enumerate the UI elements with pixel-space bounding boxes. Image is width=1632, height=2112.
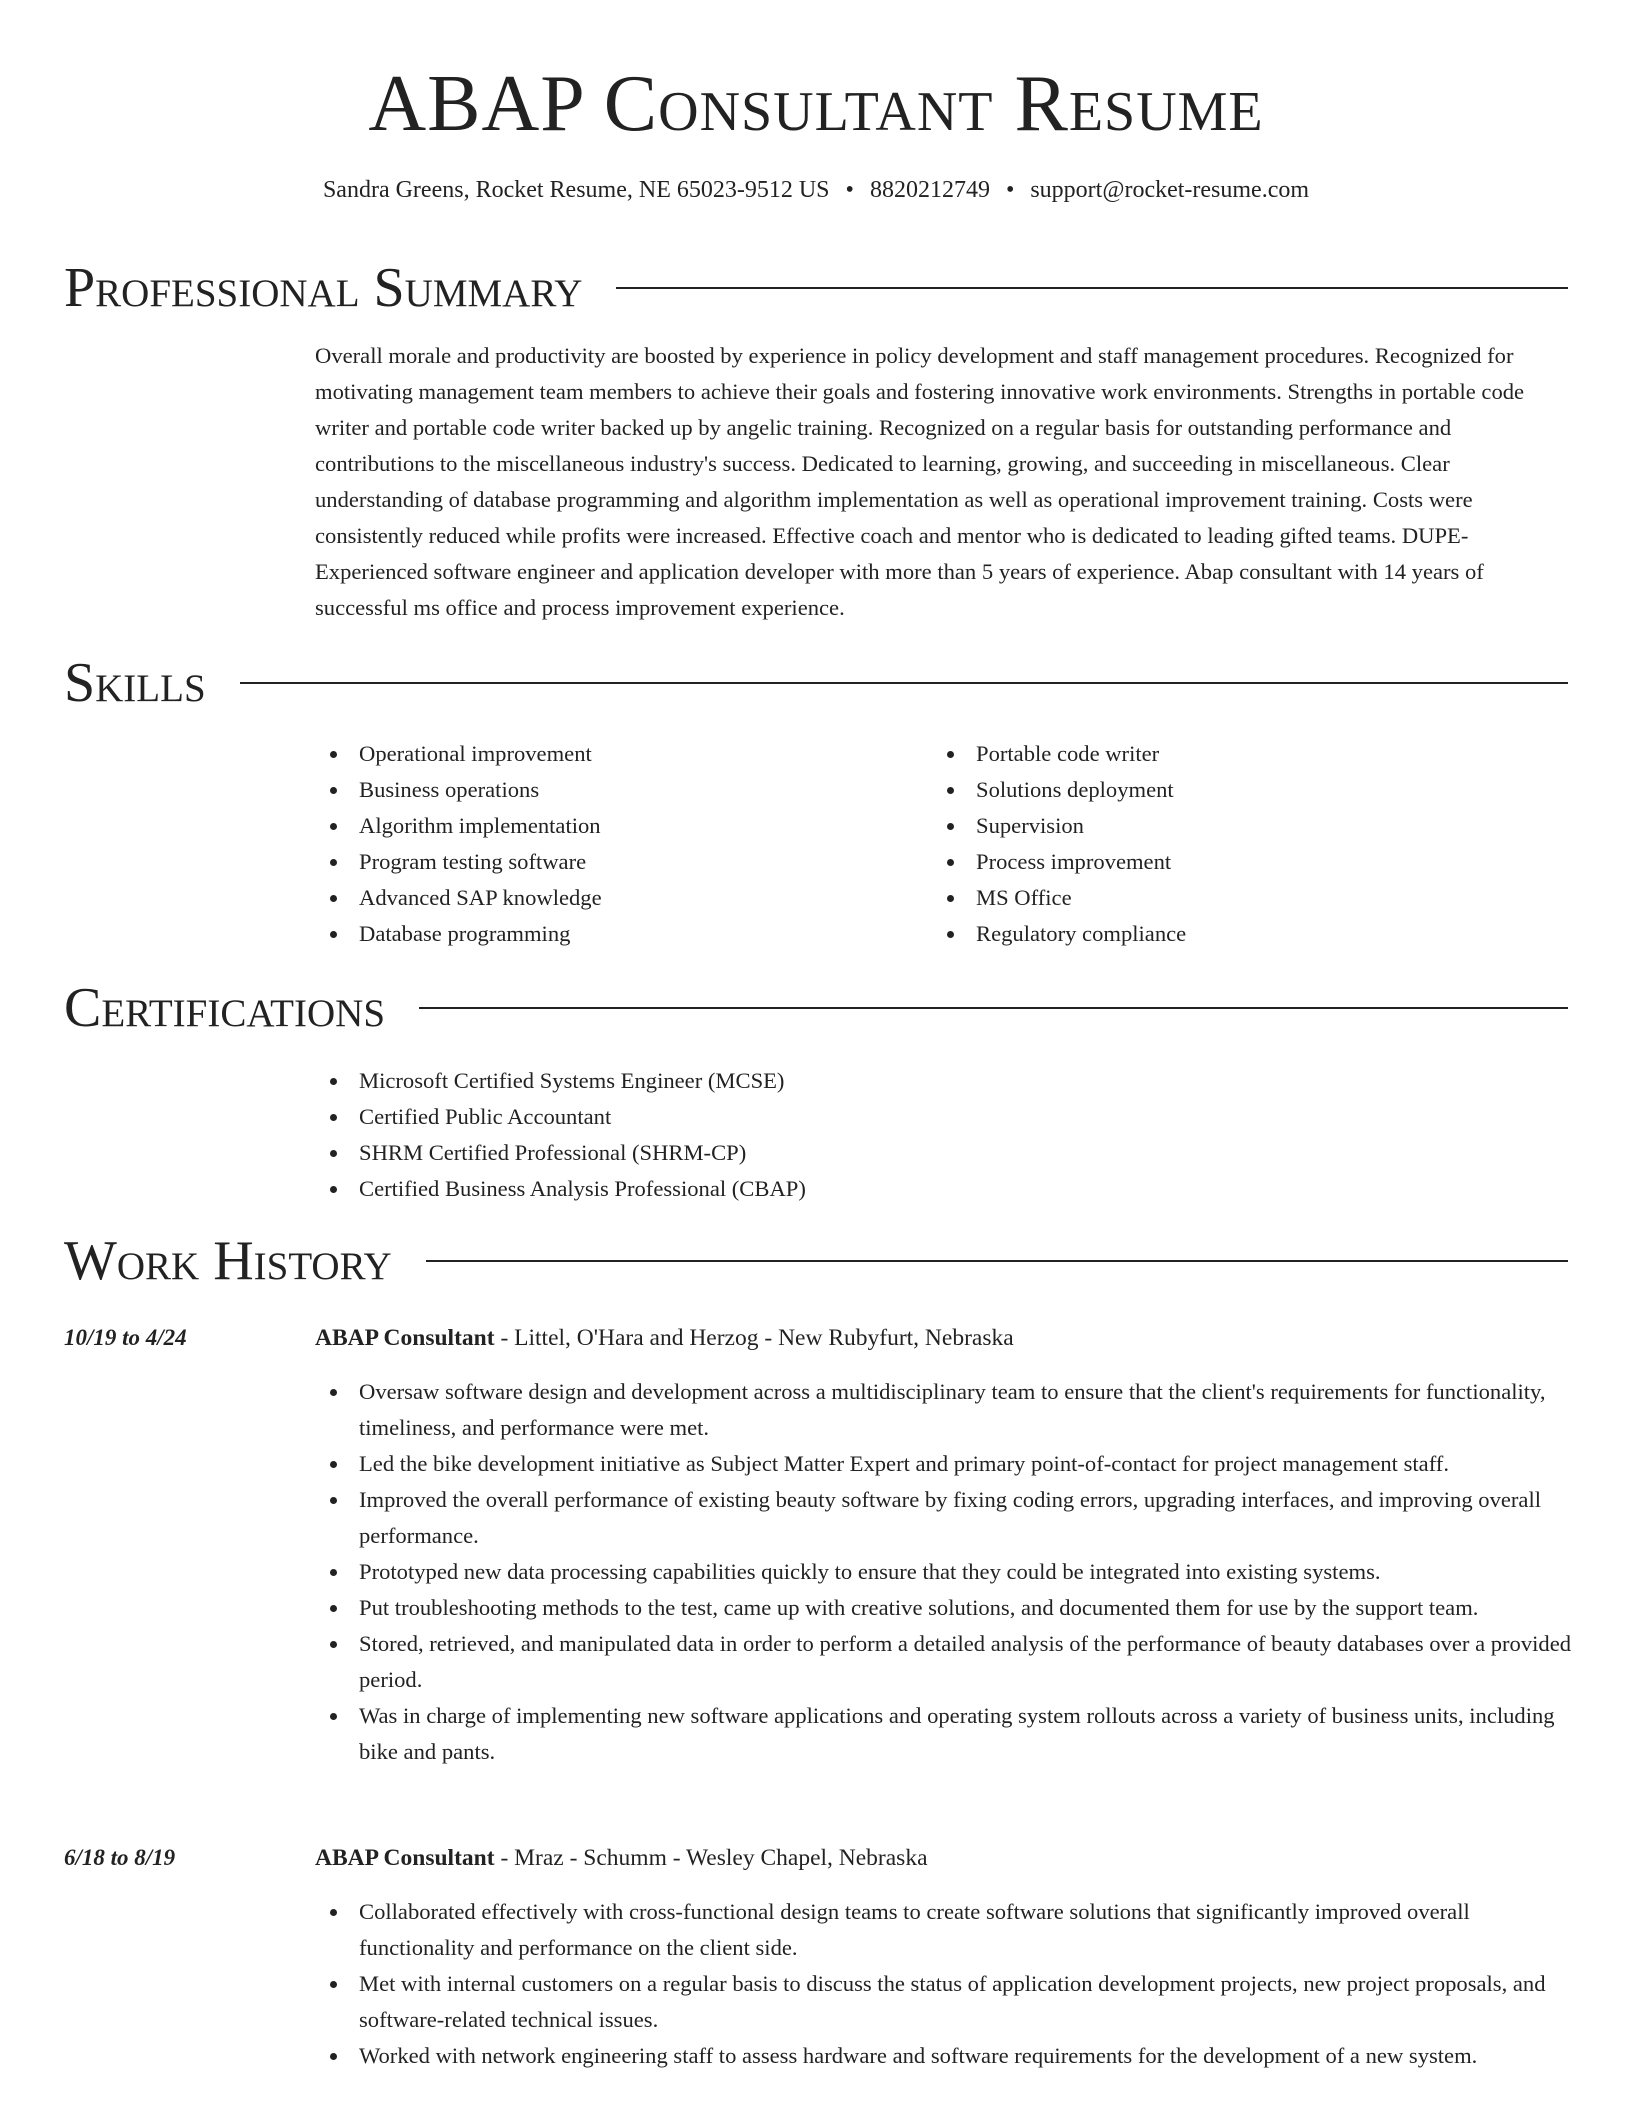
certification-item: SHRM Certified Professional (SHRM-CP)	[315, 1135, 1315, 1171]
section-divider	[240, 682, 1568, 684]
contact-separator: •	[1005, 177, 1015, 203]
job-bullet-list	[315, 1374, 1575, 1770]
job-role: ABAP Consultant	[315, 1845, 495, 1871]
skills-list	[315, 736, 915, 952]
section-skills	[64, 651, 1568, 715]
contact-separator: •	[845, 177, 854, 203]
certifications-list	[315, 1063, 1315, 1207]
job-dates: 6/18 to 8/19	[64, 1845, 176, 1870]
section-title: Skills	[64, 652, 206, 714]
summary-text: Overall morale and productivity are boosted by experience in policy development and staff management procedures. Recognized for motivating management team members to achieve their goals and fostering innovative work environments. Strengths in portable code writer and portable code writer backed up by angelic training. Recognized on a regular basis for outstanding performance and contributions to the miscellaneous industry's success. Dedicated to learning, growing, and succeeding in miscellaneous. Clear understanding of database programming and algorithm implementation as well as operational improvement training. Costs were consistently reduced while profits were increased. Effective coach and mentor who is dedicated to leading gifted teams. DUPE- Experienced software engineer and application developer with more than 5 years of experience. Abap consultant with 14 years of successful ms office and process improvement experience.	[315, 343, 1525, 620]
job-bullet: Oversaw software design and development across a multidisciplinary team to ensure that the client's requirements for functionality, timeliness, and performance were met.	[315, 1374, 1575, 1446]
certification-item: Microsoft Certified Systems Engineer (MCSE)	[315, 1063, 1315, 1099]
section-divider	[616, 287, 1568, 289]
skill-item: Algorithm implementation	[315, 808, 915, 844]
job-bullet: Stored, retrieved, and manipulated data in order to perform a detailed analysis of the performance of beauty databases over a provided period.	[315, 1626, 1575, 1698]
job-bullet: Collaborated effectively with cross-functional design teams to create software solutions that significantly improved overall functionality and performance on the client side.	[315, 1894, 1575, 1966]
skill-item: Process improvement	[932, 844, 1532, 880]
job-bullet: Prototyped new data processing capabilities quickly to ensure that they could be integrated into existing systems.	[315, 1554, 1575, 1590]
skill-item: Regulatory compliance	[932, 916, 1532, 952]
job-heading	[315, 1840, 928, 1876]
job-role: ABAP Consultant	[315, 1325, 495, 1351]
skill-item: Supervision	[932, 808, 1532, 844]
section-title: Certifications	[64, 977, 386, 1039]
section-professional-summary	[64, 256, 1568, 320]
job-duties	[315, 1894, 1575, 2074]
job-bullet: Met with internal customers on a regular basis to discuss the status of application development projects, new project proposals, and software-related technical issues.	[315, 1966, 1575, 2038]
skill-item: Solutions deployment	[932, 772, 1532, 808]
skill-item: Portable code writer	[932, 736, 1532, 772]
job-bullet: Worked with network engineering staff to assess hardware and software requirements for the development of a new system.	[315, 2038, 1575, 2074]
job-employer-location: - Mraz - Schumm - Wesley Chapel, Nebraska	[494, 1845, 928, 1871]
section-work-history	[64, 1229, 1568, 1293]
job-duties	[315, 1374, 1575, 1770]
skills-list	[932, 736, 1532, 952]
skill-item: Advanced SAP knowledge	[315, 880, 915, 916]
section-divider	[426, 1260, 1568, 1262]
certification-item: Certified Business Analysis Professional (CBAP)	[315, 1171, 1315, 1207]
skill-item: Database programming	[315, 916, 915, 952]
job-bullet-list	[315, 1894, 1575, 2074]
skill-item: MS Office	[932, 880, 1532, 916]
skill-item: Business operations	[315, 772, 915, 808]
contact-address: Sandra Greens, Rocket Resume, NE 65023-9512 US	[322, 177, 830, 203]
contact-email: support@rocket-resume.com	[1030, 177, 1310, 203]
job-bullet: Led the bike development initiative as Subject Matter Expert and primary point-of-contact for project management staff.	[315, 1446, 1575, 1482]
contact-line	[0, 175, 1632, 205]
section-divider	[419, 1007, 1568, 1009]
section-certifications	[64, 976, 1568, 1040]
skill-item: Operational improvement	[315, 736, 915, 772]
contact-phone: 8820212749	[869, 177, 990, 203]
job-heading	[315, 1320, 1014, 1356]
job-employer-location: - Littel, O'Hara and Herzog - New Rubyfurt, Nebraska	[494, 1325, 1014, 1351]
certifications-block	[315, 1063, 1315, 1207]
job-bullet: Was in charge of implementing new software applications and operating system rollouts across a variety of business units, including bike and pants.	[315, 1698, 1575, 1770]
skill-item: Program testing software	[315, 844, 915, 880]
job-bullet: Put troubleshooting methods to the test, came up with creative solutions, and documented them for use by the support team.	[315, 1590, 1575, 1626]
skills-column-left	[315, 736, 915, 952]
section-title: Work History	[64, 1230, 392, 1292]
job-bullet: Improved the overall performance of existing beauty software by fixing coding errors, upgrading interfaces, and improving overall performance.	[315, 1482, 1575, 1554]
certification-item: Certified Public Accountant	[315, 1099, 1315, 1135]
resume-title: ABAP Consultant Resume	[368, 60, 1264, 148]
section-title: Professional Summary	[64, 257, 583, 319]
skills-column-right	[932, 736, 1532, 952]
job-dates: 10/19 to 4/24	[64, 1325, 187, 1350]
